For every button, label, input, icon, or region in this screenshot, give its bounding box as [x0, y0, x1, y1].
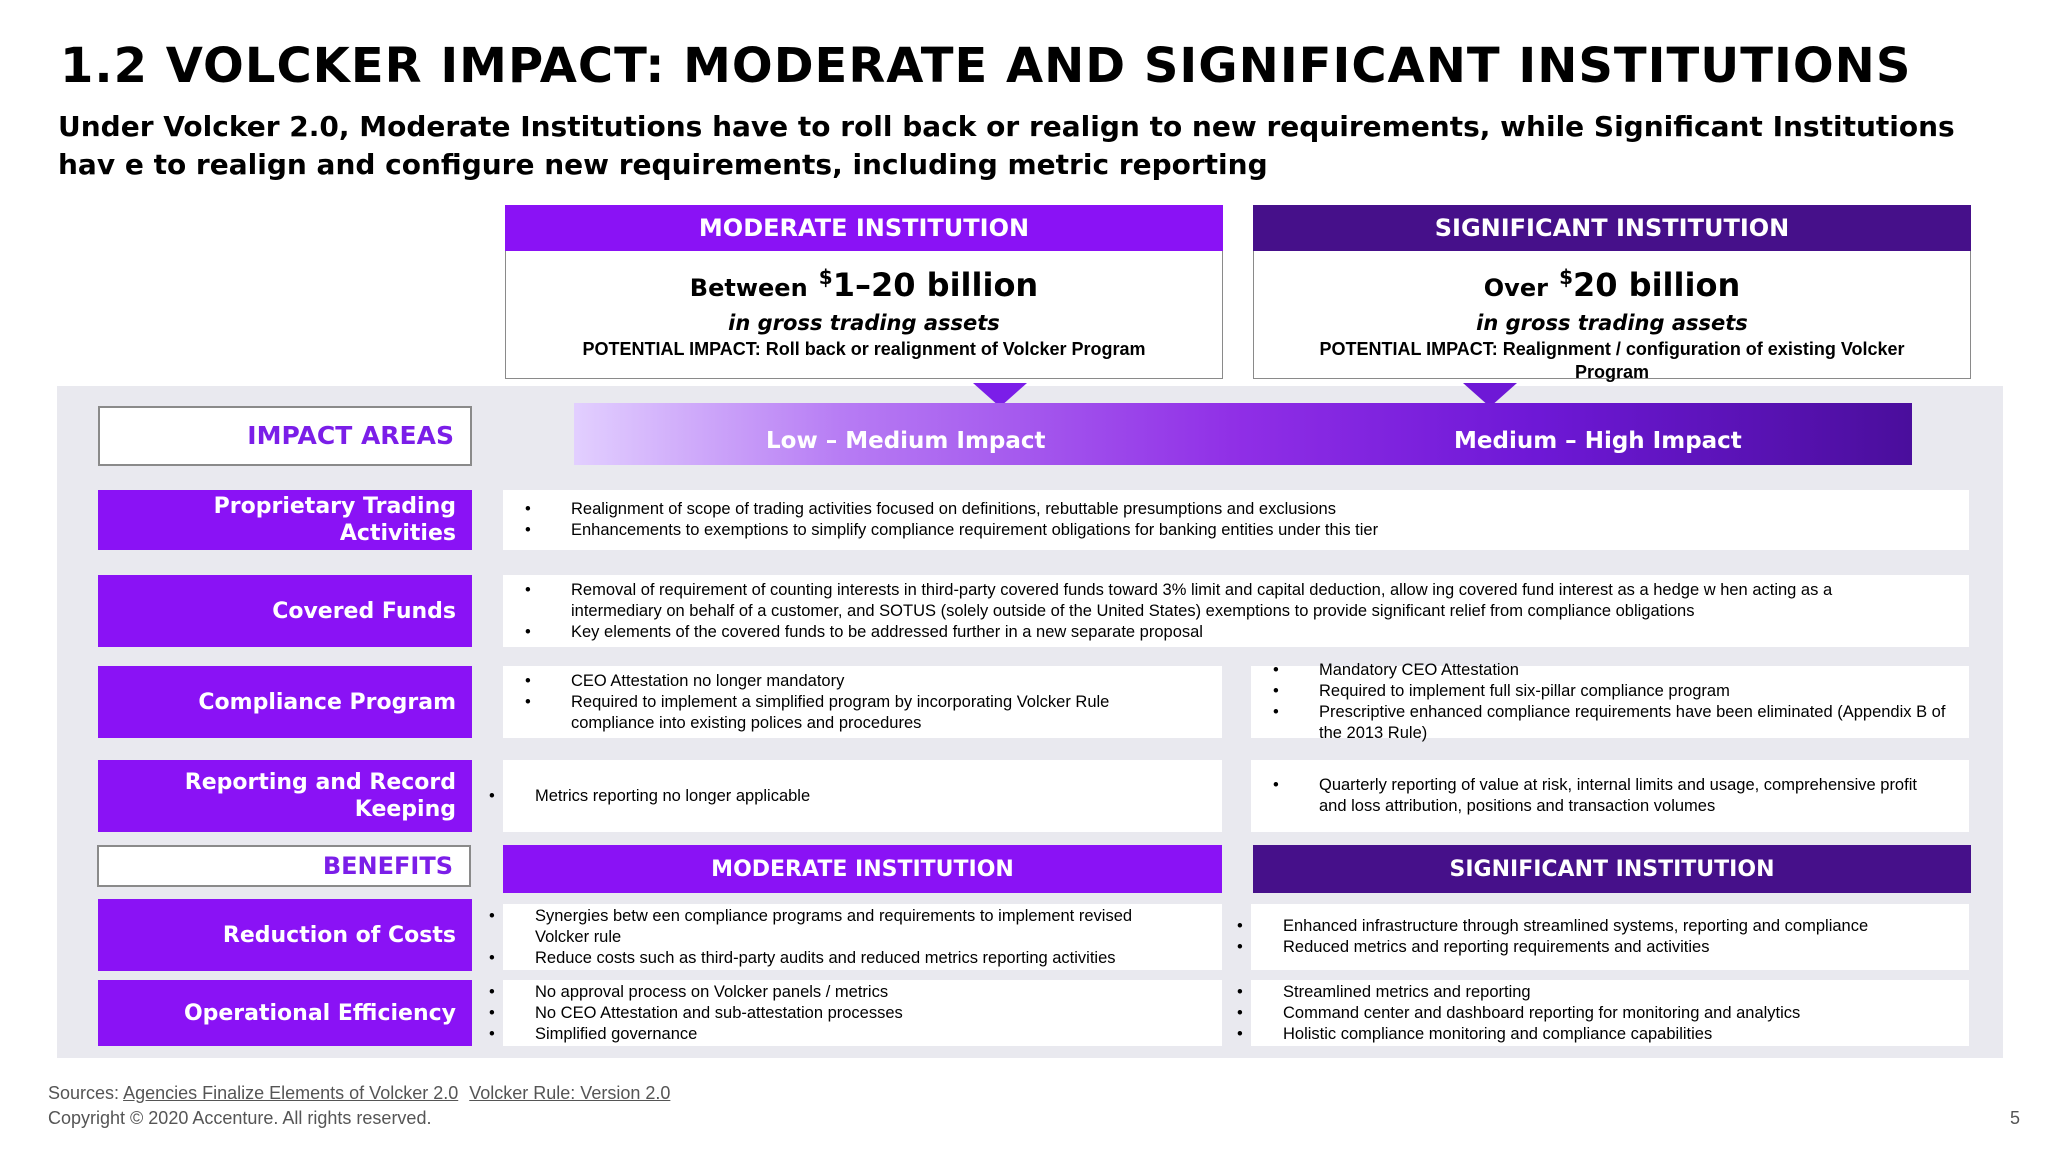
significant-institution-header: SIGNIFICANT INSTITUTION [1253, 205, 1971, 251]
source-link-volcker-rule[interactable]: Volcker Rule: Version 2.0 [469, 1083, 671, 1103]
list-item: • No approval process on Volcker panels / metrics [535, 982, 903, 1003]
costs-significant-cell [1251, 904, 1969, 970]
costs-moderate-cell [503, 904, 1222, 970]
list-item: • Removal of requirement of counting interests in third-party covered funds toward 3% limit and capital deduction, allow ing covered fund interest as a hedge w hen acting as a intermediary on behalf of a customer, and SOTUS (solely outside of the United States) exemptions to provide significant relief from compliance obligations [571, 580, 1889, 622]
list-item: • Mandatory CEO Attestation [1319, 660, 1947, 681]
page-subtitle: Under Volcker 2.0, Moderate Institutions have to roll back or realign to new requirements, while Significant Institutions hav e to realign and configure new requirements, including metric reporting [58, 110, 1955, 181]
medium-high-impact-label: Medium – High Impact [1454, 428, 1742, 454]
significant-institution-details [1253, 251, 1971, 382]
compliance-moderate-cell [503, 666, 1222, 738]
sources-label: Sources: [48, 1083, 120, 1103]
list-item: • Quarterly reporting of value at risk, internal limits and usage, comprehensive profit and loss attribution, positions and transaction volumes [1319, 775, 1947, 817]
significant-institution-card [1253, 205, 1971, 382]
benefits-label: BENEFITS [97, 845, 471, 887]
list-item: • No CEO Attestation and sub-attestation processes [535, 1003, 903, 1024]
row-label-covered-funds: Covered Funds [98, 575, 472, 647]
benefits-moderate-header: MODERATE INSTITUTION [503, 845, 1222, 893]
row-label-reduction-of-costs: Reduction of Costs [98, 899, 472, 971]
source-link-agencies[interactable]: Agencies Finalize Elements of Volcker 2.0 [123, 1083, 459, 1103]
copyright: Copyright © 2020 Accenture. All rights reserved. [48, 1108, 432, 1128]
moderate-assets-note: in gross trading assets [728, 311, 1000, 335]
moderate-institution-card [505, 205, 1223, 379]
benefits-significant-header: SIGNIFICANT INSTITUTION [1253, 845, 1971, 893]
list-item: • Streamlined metrics and reporting [1283, 982, 1800, 1003]
covered-funds-cell [503, 575, 1969, 647]
row-label-operational-efficiency: Operational Efficiency [98, 980, 472, 1046]
list-item: • Prescriptive enhanced compliance requirements have been eliminated (Appendix B of the 2013 Rule) [1319, 702, 1947, 744]
list-item: • Key elements of the covered funds to be addressed further in a new separate proposal [571, 622, 1889, 643]
compliance-significant-cell [1251, 661, 1969, 742]
list-item: • Enhanced infrastructure through streamlined systems, reporting and compliance [1283, 916, 1868, 937]
list-item: • CEO Attestation no longer mandatory [571, 671, 1142, 692]
significant-asset-range: Over $20 billion [1483, 265, 1741, 304]
list-item: • Holistic compliance monitoring and compliance capabilities [1283, 1024, 1800, 1045]
sources-line [48, 1083, 676, 1104]
reporting-moderate-cell [503, 760, 1222, 832]
significant-assets-note: in gross trading assets [1476, 311, 1748, 335]
moderate-institution-header: MODERATE INSTITUTION [505, 205, 1223, 251]
reporting-significant-cell [1251, 760, 1969, 832]
list-item: • Reduce costs such as third-party audits and reduced metrics reporting activities [535, 948, 1164, 969]
moderate-institution-details [505, 251, 1223, 379]
efficiency-moderate-cell [503, 980, 1222, 1046]
row-label-compliance-program: Compliance Program [98, 666, 472, 738]
list-item: • Reduced metrics and reporting requirements and activities [1283, 937, 1868, 958]
low-medium-impact-label: Low – Medium Impact [766, 428, 1046, 454]
row-label-proprietary-trading: Proprietary Trading Activities [98, 490, 472, 550]
list-item: • Required to implement a simplified program by incorporating Volcker Rule compliance into existing polices and procedures [571, 692, 1142, 734]
page-title: 1.2 VOLCKER IMPACT: MODERATE AND SIGNIFICANT INSTITUTIONS [60, 38, 1912, 94]
list-item: • Required to implement full six-pillar compliance program [1319, 681, 1947, 702]
impact-areas-label: IMPACT AREAS [98, 406, 472, 466]
row-label-reporting-record-keeping: Reporting and Record Keeping [98, 760, 472, 832]
impact-scale-bar [574, 403, 1912, 465]
efficiency-significant-cell [1251, 980, 1969, 1046]
list-item: • Enhancements to exemptions to simplify compliance requirement obligations for banking entities under this tier [571, 520, 1378, 541]
list-item: • Realignment of scope of trading activities focused on definitions, rebuttable presumptions and exclusions [571, 499, 1378, 520]
significant-potential-impact: POTENTIAL IMPACT: Realignment / configuration of existing Volcker Program [1319, 339, 1905, 382]
list-item: • Simplified governance [535, 1024, 903, 1045]
list-item: • Synergies betw een compliance programs and requirements to implement revised Volcker rule [535, 906, 1164, 948]
list-item: • Command center and dashboard reporting for monitoring and analytics [1283, 1003, 1800, 1024]
moderate-potential-impact: POTENTIAL IMPACT: Roll back or realignment of Volcker Program [582, 339, 1146, 359]
list-item: • Metrics reporting no longer applicable [535, 786, 810, 807]
proprietary-trading-cell [503, 490, 1969, 550]
moderate-asset-range: Between $1–20 billion [689, 265, 1039, 304]
page-number: 5 [2009, 1108, 2020, 1128]
